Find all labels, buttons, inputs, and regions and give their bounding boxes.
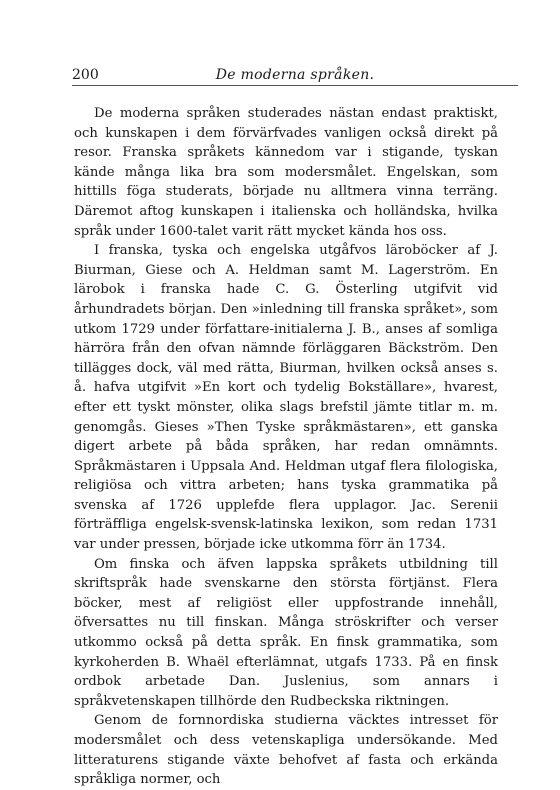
header-rule: [72, 85, 518, 86]
paragraph: De moderna språken studerades nästan endast praktiskt, och kunskapen i dem förvärfvades vanligen också direkt på resor. Franska språkets kännedom var i stigande, tyskan kände många lika bra som modersmålet. Engelskan, som hittills föga studerats, började nu alltmera vinna terräng. Däremot aftog kunskapen i italienska och holländska, hvilka språk under 1600-talet varit rätt mycket kända hos oss.: [74, 106, 498, 239]
paragraph: I franska, tyska och engelska utgåfvos läroböcker af J. Biurman, Giese och A. Heldman samt M. Lagerström. En lärobok i franska hade C. G. Österling utgifvit vid århundradets början. Den »inledning till franska språket», som utkom 1729 under författare-initialerna J. B., anses af somliga härröra från den ofvan nämnde förläggaren Bäckström. Den tillägges dock, väl med rätta, Biurman, hvilken också anses s. å. hafva utgifvit »En kort och tydelig Bokställare», hvarest, efter ett tyskt mönster, olika slags brefstil jämte titlar m. m. genomgås. Gieses »Then Tyske språkmästaren», ett ganska digert arbete på båda språken, har redan omnämnts. Språkmästaren i Uppsala And. Heldman utgaf flera filologiska, religiösa och vittra arbeten; hans tyska grammatika på svenska af 1726 upplefde flera upplagor. Jac. Serenii förträffliga engelsk-svensk-latinska lexikon, som redan 1731 var under pressen, började icke utkomma förr än 1734.: [74, 243, 498, 553]
running-head: [72, 66, 518, 84]
body-text: [74, 104, 498, 790]
page-number: 200: [72, 67, 99, 83]
running-title: De moderna språken.: [215, 67, 375, 83]
paragraph: Om finska och äfven lappska språkets utbildning till skriftspråk hade svenskarne den största förtjänst. Flera böcker, mest af religiöst eller uppfostrande innehåll, öfversattes nu till finskan. Många ströskrifter och verser utkommo också på detta språk. En finsk grammatika, som kyrkoherden B. Whaël efterlämnat, utgafs 1733. På en finsk ordbok arbetade Dan. Juslenius, som annars i språkvetenskapen tillhörde den Rudbeckska riktningen.: [74, 556, 498, 709]
paragraph: Genom de fornnordiska studierna väcktes intresset för modersmålet och dess vetenskapliga undersökande. Med litteraturens stigande växte behofvet af fasta och erkända språkliga normer, och: [74, 713, 498, 788]
